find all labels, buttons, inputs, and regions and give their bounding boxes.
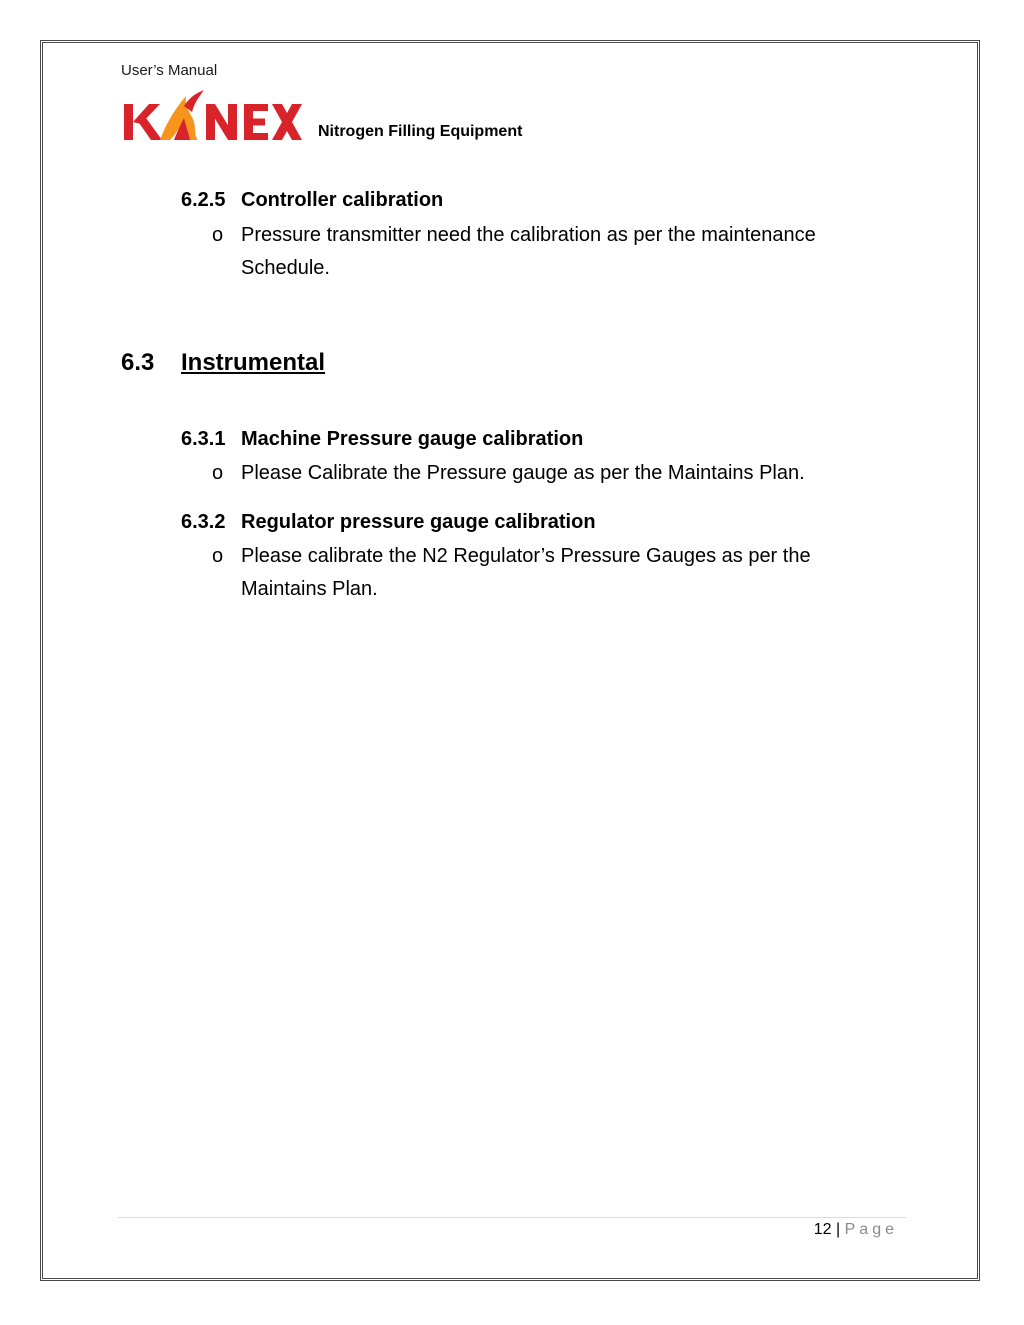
subsection-title: Machine Pressure gauge calibration — [241, 428, 584, 450]
footer-separator: | — [836, 1221, 841, 1238]
logo-flame-a — [160, 90, 204, 140]
logo-letter-e — [244, 104, 268, 140]
kanex-logo — [122, 90, 304, 146]
logo-letter-n — [206, 104, 237, 140]
subsection-heading-6-3-1 — [181, 428, 583, 451]
subsection-heading-6-3-2 — [181, 511, 596, 534]
logo-letter-x — [272, 104, 302, 140]
subsection-number: 6.3.1 — [181, 428, 226, 450]
subsection-heading-6-2-5 — [181, 189, 443, 212]
subsection-title: Regulator pressure gauge calibration — [241, 511, 596, 533]
section-number: 6.3 — [121, 349, 155, 376]
section-title: Instrumental — [181, 349, 326, 376]
page-footer — [814, 1221, 898, 1239]
subsection-number: 6.3.2 — [181, 511, 226, 533]
logo-letter-k — [124, 104, 162, 140]
bullet-icon: o — [212, 462, 224, 484]
subsection-title: Controller calibration — [241, 189, 444, 211]
page-label: Page — [844, 1221, 898, 1238]
bullet-icon: o — [212, 224, 224, 246]
bullet-text: Please Calibrate the Pressure gauge as per the Maintains Plan. — [241, 462, 805, 484]
bullet-text: Pressure transmitter need the calibration as per the maintenance Schedule. — [241, 224, 816, 279]
product-name: Nitrogen Filling Equipment — [318, 123, 523, 140]
bullet-text: Please calibrate the N2 Regulator’s Pressure Gauges as per the Maintains Plan. — [241, 545, 811, 600]
footer-divider — [118, 1217, 906, 1218]
section-heading-6-3 — [121, 349, 325, 377]
bullet-icon: o — [212, 545, 224, 567]
document-type-label: User’s Manual — [121, 62, 218, 79]
subsection-number: 6.2.5 — [181, 189, 226, 211]
page-number: 12 — [813, 1221, 832, 1238]
